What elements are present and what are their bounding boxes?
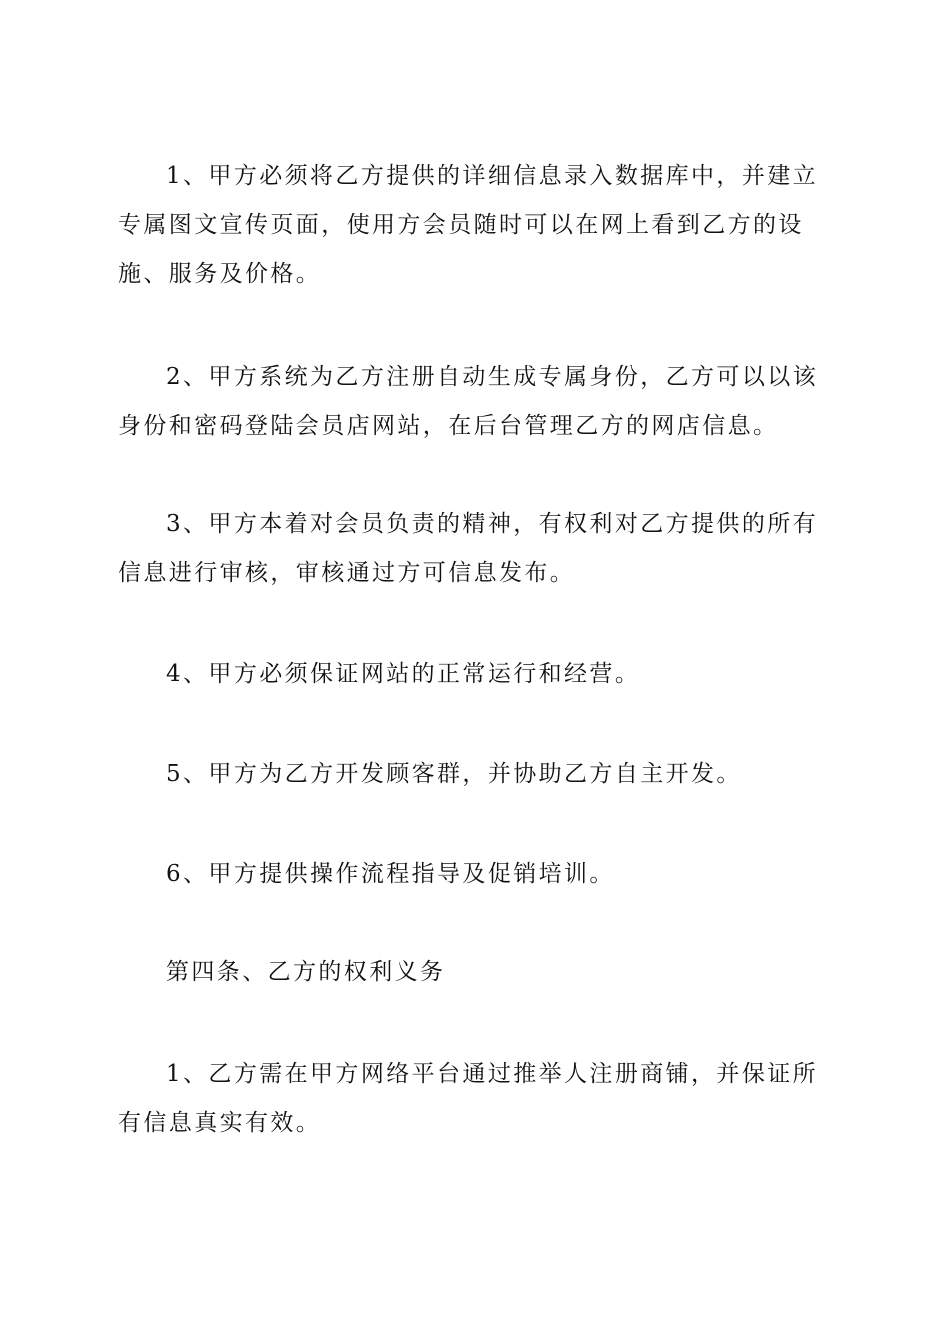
clause-paragraph: 5、甲方为乙方开发顾客群，并协助乙方自主开发。 — [166, 761, 742, 787]
clause-paragraph: 4、甲方必须保证网站的正常运行和经营。 — [166, 661, 641, 687]
clause-paragraph: 6、甲方提供操作流程指导及促销培训。 — [166, 861, 615, 887]
clause-paragraph: 2、甲方系统为乙方注册自动生成专属身份，乙方可以以该身份和密码登陆会员店网站，在后台管理乙方的网店信息。 — [118, 364, 819, 439]
clause-paragraph: 1、甲方必须将乙方提供的详细信息录入数据库中，并建立专属图文宣传页面，使用方会员随时可以在网上看到乙方的设施、服务及价格。 — [118, 163, 819, 287]
section-heading: 第四条、乙方的权利义务 — [166, 959, 446, 985]
clause-paragraph: 1、乙方需在甲方网络平台通过推举人注册商铺，并保证所有信息真实有效。 — [118, 1061, 819, 1136]
clause-paragraph: 3、甲方本着对会员负责的精神，有权利对乙方提供的所有信息进行审核，审核通过方可信息发布。 — [118, 511, 819, 586]
